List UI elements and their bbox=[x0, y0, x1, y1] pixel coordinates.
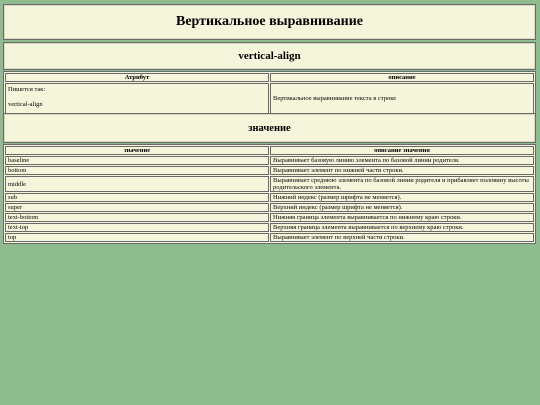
value-cell: baseline bbox=[5, 156, 269, 165]
value-cell: text-top bbox=[5, 223, 269, 232]
attribute-description: Вертикальное выравнивание текста в строке bbox=[270, 83, 534, 114]
value-cell: super bbox=[5, 203, 269, 212]
page-title-box bbox=[3, 4, 536, 40]
values-table-header bbox=[5, 146, 534, 155]
syntax-cell bbox=[5, 83, 269, 114]
value-description-cell: Нижняя граница элемента выравнивается по нижнему краю строки. bbox=[270, 213, 534, 222]
attribute-table bbox=[3, 71, 536, 116]
value-cell: text-bottom bbox=[5, 213, 269, 222]
value-description-cell: Выравнивает элемент по нижней части строки. bbox=[270, 166, 534, 175]
table-row bbox=[5, 193, 534, 202]
table-row bbox=[5, 223, 534, 232]
property-name: vertical-align bbox=[238, 50, 301, 62]
value-cell: bottom bbox=[5, 166, 269, 175]
attribute-header: Атрибут bbox=[5, 73, 269, 82]
value-description-cell: Выравнивает элемент по верхней части строки. bbox=[270, 233, 534, 242]
attribute-row bbox=[5, 83, 534, 114]
page-title: Вертикальное выравнивание bbox=[176, 14, 363, 29]
description-header: описание bbox=[270, 73, 534, 82]
value-description-cell: Верхняя граница элемента выравнивается по верхнему краю строки. bbox=[270, 223, 534, 232]
value-cell: top bbox=[5, 233, 269, 242]
value-cell: sub bbox=[5, 193, 269, 202]
value-description-cell: Нижний индекс (размер шрифта не меняется). bbox=[270, 193, 534, 202]
attribute-table-header bbox=[5, 73, 534, 82]
table-row bbox=[5, 203, 534, 212]
values-table bbox=[3, 144, 536, 244]
values-heading: значение bbox=[248, 122, 291, 134]
values-heading-box bbox=[3, 113, 536, 143]
table-row bbox=[5, 176, 534, 192]
table-row bbox=[5, 156, 534, 165]
syntax-value: vertical-align bbox=[8, 101, 43, 108]
table-row bbox=[5, 166, 534, 175]
value-header: значение bbox=[5, 146, 269, 155]
value-description-cell: Выравнивает среднюю элемента по базовой линии родителя и прибавляет половину высоты родительского элемента. bbox=[270, 176, 534, 192]
property-name-box bbox=[3, 42, 536, 70]
value-cell: middle bbox=[5, 176, 269, 192]
table-row bbox=[5, 233, 534, 242]
value-description-header: описание значения bbox=[270, 146, 534, 155]
table-row bbox=[5, 213, 534, 222]
value-description-cell: Верхний индекс (размер шрифта не меняется). bbox=[270, 203, 534, 212]
syntax-label: Пишется так: bbox=[8, 86, 46, 93]
value-description-cell: Выравнивает базовую линию элемента по базовой линии родителя. bbox=[270, 156, 534, 165]
